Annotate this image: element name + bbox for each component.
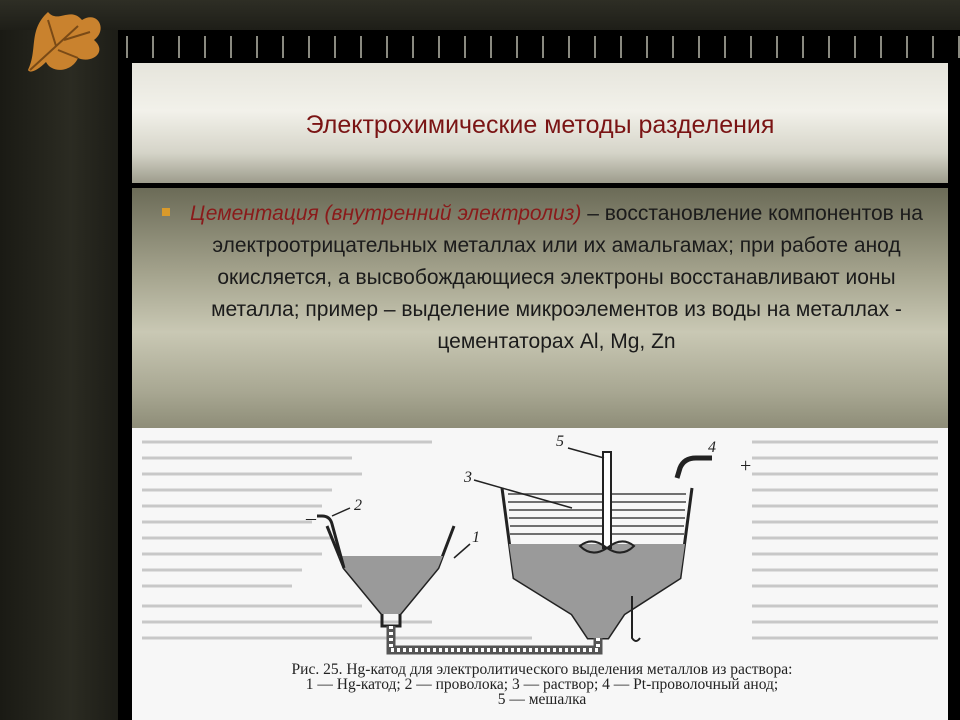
caption-line-1: Рис. 25. Hg-катод для электролитического выделения металлов из раствора:	[291, 661, 793, 678]
border-dot	[672, 36, 674, 58]
border-dot	[412, 36, 414, 58]
label-3: 3	[464, 469, 472, 486]
border-dot	[516, 36, 518, 58]
border-dot	[646, 36, 648, 58]
caption-line-2: 1 — Hg-катод; 2 — проволока; 3 — раствор; 4 — Pt-проволочный анод;	[305, 676, 779, 693]
bullet-term: Цементация (внутренний электролиз)	[190, 202, 582, 225]
top-decor-band	[0, 0, 960, 30]
minus-sign: –	[306, 507, 316, 529]
bullet-text	[184, 198, 929, 358]
border-dot	[360, 36, 362, 58]
border-dot	[906, 36, 908, 58]
label-2: 2	[354, 497, 362, 514]
border-dot	[386, 36, 388, 58]
label-1: 1	[472, 529, 480, 546]
border-dot	[594, 36, 596, 58]
border-dot	[802, 36, 804, 58]
border-dot	[152, 36, 154, 58]
border-dot	[126, 36, 128, 58]
content-panel	[132, 188, 948, 428]
label-5: 5	[556, 433, 564, 450]
apparatus-figure	[132, 428, 948, 720]
border-dot	[230, 36, 232, 58]
bullet-body: – восстановление компонентов на электроотрицательных металлах или их амальгамах; при работе анод окисляется, а высвобождающиеся электроны восстанавливают ионы металла; пример – выделение микроэлементов из воды на металлах - цементаторах Al, Mg, Zn	[211, 202, 923, 353]
slide-title: Электрохимические методы разделения	[305, 111, 775, 139]
figure-caption	[142, 662, 942, 707]
border-dot	[854, 36, 856, 58]
border-dot	[776, 36, 778, 58]
border-dot	[464, 36, 466, 58]
border-dot	[256, 36, 258, 58]
border-dot	[750, 36, 752, 58]
label-4: 4	[708, 439, 716, 456]
border-dot	[620, 36, 622, 58]
apparatus-diagram	[132, 428, 948, 668]
border-dot	[204, 36, 206, 58]
caption-line-3: 5 — мешалка	[497, 691, 587, 708]
border-dot	[490, 36, 492, 58]
border-dot	[698, 36, 700, 58]
border-dot	[178, 36, 180, 58]
border-dot	[542, 36, 544, 58]
border-dot	[828, 36, 830, 58]
left-decor-band	[0, 0, 118, 720]
border-dot	[568, 36, 570, 58]
border-dot	[282, 36, 284, 58]
dotted-border	[118, 30, 960, 60]
border-dot	[932, 36, 934, 58]
plus-sign: +	[740, 455, 752, 477]
border-dot	[308, 36, 310, 58]
right-vessel	[502, 452, 712, 638]
border-dot	[724, 36, 726, 58]
left-vessel	[317, 516, 454, 626]
border-dot	[334, 36, 336, 58]
title-bar	[132, 63, 948, 183]
border-dot	[880, 36, 882, 58]
autumn-leaf-icon	[8, 0, 118, 80]
border-dot	[438, 36, 440, 58]
bullet-marker	[162, 208, 170, 216]
